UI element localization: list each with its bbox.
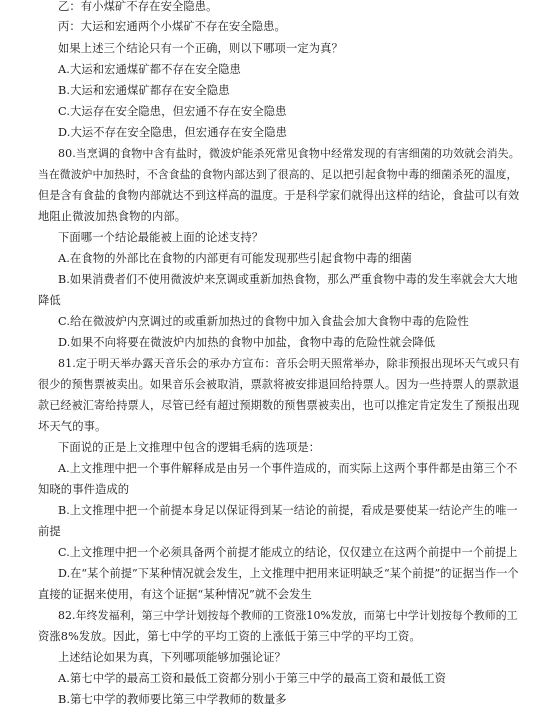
text-line: 82.年终发福利，第三中学计划按每个教师的工资涨10%发放，而第七中学计划按每个教师的工 xyxy=(58,609,518,622)
text-line: 坏天气的事。 xyxy=(38,420,107,433)
text-line: 下面说的正是上文推理中包含的逻辑毛病的选项是： xyxy=(58,441,321,454)
text-line: 很少的预售票被卖出。如果音乐会被取消，票款将被安排退回给持票人。因为一些持票人的票款退 xyxy=(38,378,520,391)
text-line: A.上文推理中把一个事件解释成是由另一个事件造成的，而实际上这两个事件都是由第三个不 xyxy=(58,462,518,475)
text-line: A.在食物的外部比在食物的内部更有可能发现那些引起食物中毒的细菌 xyxy=(58,252,412,265)
text-line: C.大运存在安全隐患，但宏通不存在安全隐患 xyxy=(58,105,287,118)
text-line: B.第七中学的教师要比第三中学教师的数量多 xyxy=(58,693,287,706)
text-line: 款已经被汇寄给持票人，尽管已经有超过预期数的预售票被卖出，也可以推定肯定发生了预报出现 xyxy=(38,399,520,412)
text-line: 但是含有食盐的食物内部就达不到这样高的温度。于是科学家们就得出这样的结论，食盐可以有效 xyxy=(38,189,520,202)
text-line: 当在微波炉中加热时，不含食盐的食物内部达到了很高的、足以把引起食物中毒的细菌杀死的温度， xyxy=(38,168,518,181)
text-line: D.在“某个前提”下某种情况就会发生，上文推理中把用来证明缺乏“某个前提”的证据当作一个 xyxy=(58,567,519,580)
text-line: 降低 xyxy=(38,294,61,307)
text-line: 81.定于明天举办露天音乐会的承办方宣布：音乐会明天照常举办，除非预报出现坏天气或只有 xyxy=(58,357,520,370)
text-line: C.给在微波炉内烹调过的或重新加热过的食物中加入食盐会加大食物中毒的危险性 xyxy=(58,315,469,328)
text-line: 直接的证据来使用，有这个证据“某种情况”就不会发生 xyxy=(38,588,312,601)
text-line: D.如果不向将要在微波炉内加热的食物中加盐，食物中毒的危险性就会降低 xyxy=(58,336,436,349)
text-line: 丙：大运和宏通两个小煤矿不存在安全隐患。 xyxy=(58,20,286,33)
text-line: C.上文推理中把一个必须具备两个前提才能成立的结论，仅仅建立在这两个前提中一个前提上 xyxy=(58,546,518,559)
text-line: A.大运和宏通煤矿都不存在安全隐患 xyxy=(58,63,241,76)
text-line: D.大运不存在安全隐患，但宏通存在安全隐患 xyxy=(58,126,287,139)
text-line: 下面哪一个结论最能被上面的论述支持？ xyxy=(58,231,264,244)
text-line: B.如果消费者们不使用微波炉来烹调或重新加热食物，那么严重食物中毒的发生率就会大大地 xyxy=(58,273,518,286)
text-line: 如果上述三个结论只有一个正确，则以下哪项一定为真？ xyxy=(58,42,343,55)
text-line: B.上文推理中把一个前提本身足以保证得到某一结论的前提，看成是要使某一结论产生的唯一 xyxy=(58,504,518,517)
text-line: 资涨8%发放。因此，第七中学的平均工资的上涨低于第三中学的平均工资。 xyxy=(38,630,421,643)
text-line: B.大运和宏通煤矿都存在安全隐患 xyxy=(58,84,230,97)
text-line: 80.当烹调的食物中含有盐时，微波炉能杀死常见食物中经常发现的有害细菌的功效就会消失。 xyxy=(58,147,520,160)
text-line: 上述结论如果为真，下列哪项能够加强论证？ xyxy=(58,651,286,664)
text-line: 地阻止微波加热食物的内部。 xyxy=(38,210,187,223)
text-line: A.第七中学的最高工资和最低工资都分别小于第三中学的最高工资和最低工资 xyxy=(58,672,447,685)
text-line: 乙：有小煤矿不存在安全隐患。 xyxy=(58,0,218,13)
text-line: 前提 xyxy=(38,525,61,538)
text-line: 知晓的事件造成的 xyxy=(38,483,130,496)
